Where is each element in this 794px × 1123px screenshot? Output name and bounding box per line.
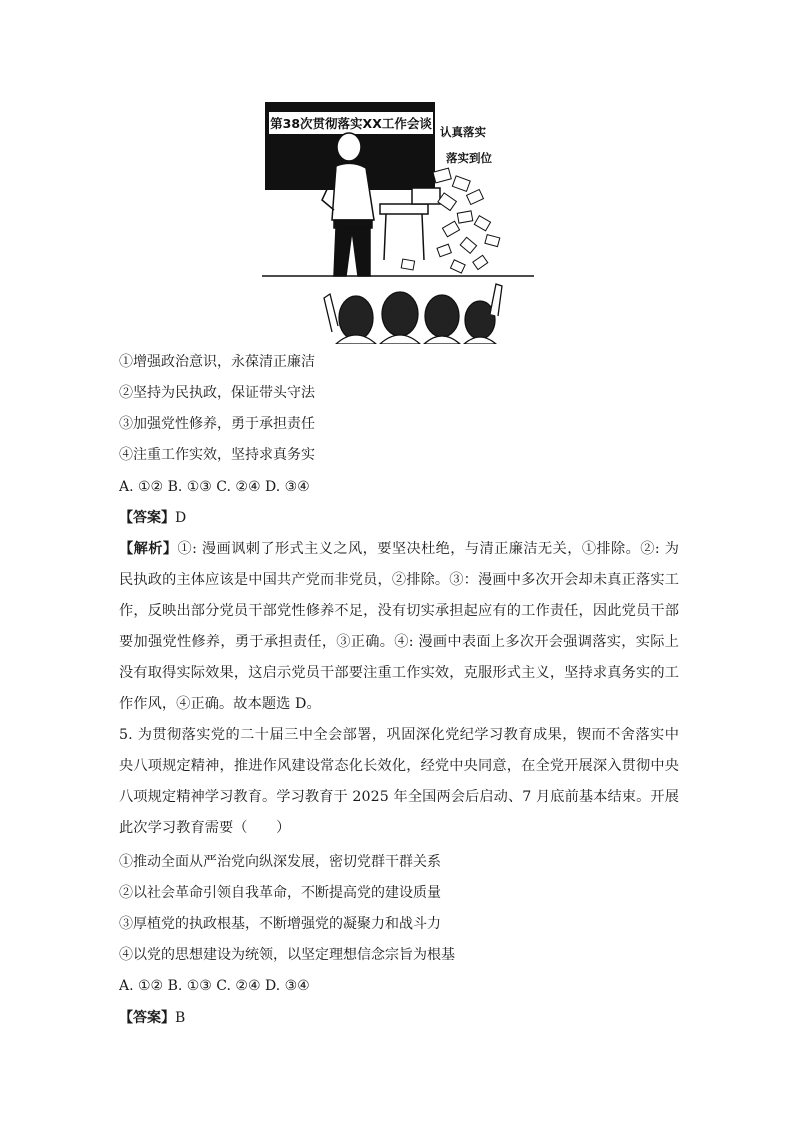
audience [324,284,502,344]
q5-option-4: ④以党的思想建设为统领，以坚定理想信念宗旨为根基 [119,947,455,963]
slogan-2: 落实到位 [446,151,492,165]
q5-answer [119,1008,185,1028]
q5-option-3: ③厚植党的执政根基，不断增强党的凝聚力和战斗力 [119,916,441,932]
q5-answer-label: 【答案】 [119,1010,175,1026]
q4-option-2: ②坚持为民执政，保证带头守法 [119,385,315,401]
q4-answer [119,508,186,528]
q4-analysis [119,534,679,720]
q5-stem: 5. 为贯彻落实党的二十届三中全会部署，巩固深化党纪学习教育成果，锲而不舍落实中央八项规定精神，推进作风建设常态化长效化，经党中央同意，在全党开展深入贯彻中央八项规定精神学习教育。学习教育于 2025 年全国两会后启动、7 月底前基本结束。开展此次学习教育需要（ ） [119,727,679,836]
q5-option-2: ②以社会革命引领自我革命，不断提高党的建设质量 [119,885,441,901]
q5-option-1: ①推动全面从严治党向纵深发展，密切党群干群关系 [119,854,441,870]
q4-analysis-text: ①: 漫画讽刺了形式主义之风，要坚决杜绝，与清正廉洁无关，①排除。②: 为民执政的主体应该是中国共产党而非党员，②排除。③：漫画中多次开会却未真正落实工作，反映出部分党员干部党性修养不足，没有切实承担起应有的工作责任，因此党员干部要加强党性修养，勇于承担责任，③正确。④: 漫画中表面上多次开会强调落实，实际上没有取得实际效果，这启示党员干部要注重工作实效，克服形式主义，坚持求真务实的工作作风，④正确。故本题选 D。 [119,541,679,712]
q4-answer-label: 【答案】 [119,510,175,526]
board-title: 第38次贯彻落实XX工作会谈 [270,116,432,131]
q5-choices: A. ①② B. ①③ C. ②④ D. ③④ [119,978,310,994]
q5-answer-value: B [175,1010,186,1026]
q4-choices: A. ①② B. ①③ C. ②④ D. ③④ [119,479,310,495]
q4-answer-value: D [175,510,187,526]
slogan-1: 认真落实 [440,125,486,139]
desk [380,188,440,260]
q4-option-3: ③加强党性修养，勇于承担责任 [119,416,315,432]
q4-analysis-label: 【解析】 [119,541,178,557]
q4-option-1: ①增强政治意识，永葆清正廉洁 [119,354,315,370]
q4-option-4: ④注重工作实效，坚持求真务实 [119,447,315,463]
cartoon-illustration [262,100,534,344]
